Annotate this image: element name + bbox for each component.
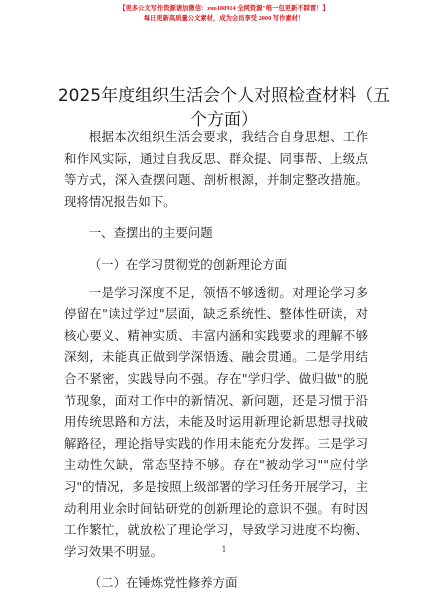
promo-banner-line-1: 【更多公文写作资源请加微信：zuo180914 全网资源"唯一包更新不踩雷！】 bbox=[119, 5, 329, 12]
subsection-heading-1: （一）在学习贯彻党的创新理论方面 bbox=[88, 256, 288, 272]
page-number: 1 bbox=[221, 545, 227, 554]
subsection-heading-2: （二）在锤炼党性修养方面 bbox=[88, 575, 238, 591]
section-heading-1: 一、查摆出的主要问题 bbox=[88, 225, 213, 241]
subsection-1-paragraph: 一是学习深度不足，领悟不够透彻。对理论学习多停留在"读过学过"层面，缺乏系统性、整体性研读，对核心要义、精神实质、丰富内涵和实践要求的理解不够深刻，未能真正做到学深悟透、融会贯通。二是学用结合不紧密，实践导向不强。存在"学归学、做归做"的脱节现象，面对工作中的新情况、新问题，还是习惯于沿用传统思路和方法，未能及时运用新理论新思想寻找破解路径，理论指导实践的作用未能充分发挥。三是学习主动性欠缺，常态坚持不够。存在"被动学习""应付学习"的情况，多是按照上级部署的学习任务开展学习，主动利用业余时间钻研党的创新理论的意识不强。有时因工作繁忙，就放松了理论学习，导致学习进度不均衡、学习效果不明显。 bbox=[64, 284, 368, 559]
intro-paragraph: 根据本次组织生活会要求，我结合自身思想、工作和作风实际，通过自我反思、群众提、同事帮、上级点等方式，深入查摆问题、剖析根源，并制定整改措施。现将情况报告如下。 bbox=[64, 129, 368, 209]
promo-banner-line-2: 每日更新高质量公文素材，成为会员享受 2000 写作素材！ bbox=[143, 15, 305, 22]
document-body bbox=[64, 126, 368, 594]
promo-banner bbox=[96, 4, 352, 24]
document-title: 2025年度组织生活会个人对照检查材料（五个方面） bbox=[57, 86, 391, 130]
